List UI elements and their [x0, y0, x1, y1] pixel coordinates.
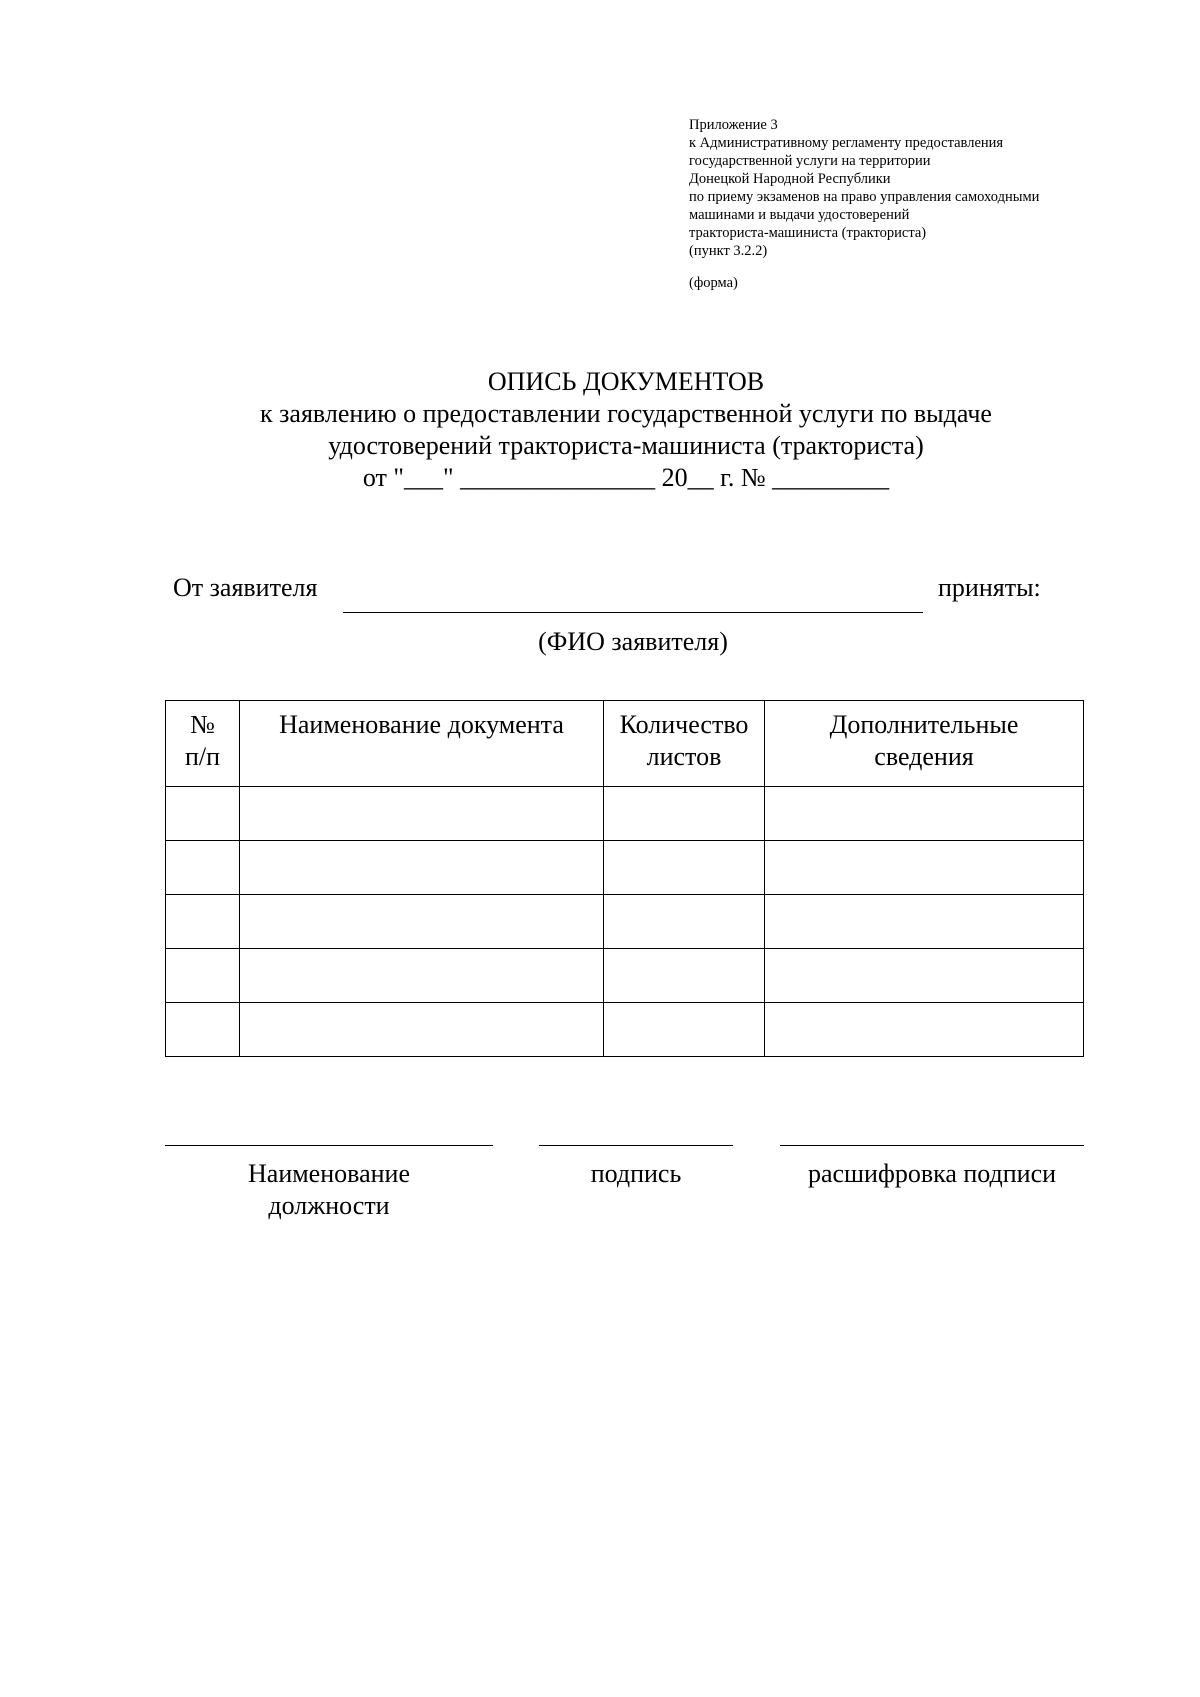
position-caption — [165, 1158, 493, 1222]
cell-sheet-count[interactable] — [604, 841, 765, 895]
title-date-number-line: от "___" _______________ 20__ г. № _________ — [362, 463, 890, 492]
appendix-line: по приему экзаменов на право управления самоходными — [689, 189, 1040, 205]
appendix-line: Приложение 3 — [689, 117, 778, 133]
cell-number[interactable] — [166, 787, 240, 841]
position-caption-line2: должности — [268, 1191, 390, 1220]
cell-sheet-count[interactable] — [604, 895, 765, 949]
table-row — [166, 895, 1084, 949]
appendix-line: Донецкой Народной Республики — [689, 171, 891, 187]
document-title-block — [0, 366, 1200, 494]
appendix-line: машинами и выдачи удостоверений — [689, 207, 910, 223]
appendix-line: тракториста-машиниста (тракториста) — [689, 225, 927, 241]
applicant-prefix: От заявителя — [173, 573, 318, 602]
cell-sheet-count[interactable] — [604, 949, 765, 1003]
cell-document-name[interactable] — [240, 895, 604, 949]
appendix-line: к Административному регламенту предоставления — [689, 135, 1004, 151]
cell-number[interactable] — [166, 1003, 240, 1057]
document-title: ОПИСЬ ДОКУМЕНТОВ — [487, 367, 765, 396]
cell-additional-info[interactable] — [765, 949, 1084, 1003]
title-subline: к заявлению о предоставлении государственной услуги по выдаче — [260, 399, 992, 428]
applicant-suffix: приняты: — [938, 573, 1041, 602]
cell-document-name[interactable] — [240, 841, 604, 895]
form-note: (форма) — [689, 275, 738, 291]
header-additional-info-line1: Дополнительные — [829, 710, 1019, 739]
header-sheet-count-line2: листов — [646, 742, 722, 771]
position-caption-line1: Наименование — [248, 1159, 410, 1188]
appendix-line: (пункт 3.2.2) — [689, 243, 768, 259]
title-subline: удостоверений тракториста-машиниста (тракториста) — [328, 431, 924, 460]
appendix-block — [689, 116, 1039, 292]
table-row — [166, 841, 1084, 895]
appendix-line: государственной услуги на территории — [689, 153, 931, 169]
header-number — [166, 701, 240, 787]
cell-number[interactable] — [166, 949, 240, 1003]
position-field[interactable] — [165, 1145, 493, 1146]
cell-number[interactable] — [166, 841, 240, 895]
cell-sheet-count[interactable] — [604, 1003, 765, 1057]
header-sheet-count — [604, 701, 765, 787]
header-number-line2: п/п — [184, 742, 221, 771]
table-row — [166, 787, 1084, 841]
signature-caption: подпись — [590, 1159, 682, 1188]
header-additional-info-line2: сведения — [874, 742, 974, 771]
cell-document-name[interactable] — [240, 949, 604, 1003]
cell-document-name[interactable] — [240, 1003, 604, 1057]
cell-additional-info[interactable] — [765, 787, 1084, 841]
documents-table — [165, 700, 1084, 1057]
signature-field[interactable] — [539, 1145, 733, 1146]
applicant-name-field[interactable] — [343, 612, 923, 613]
cell-additional-info[interactable] — [765, 841, 1084, 895]
header-sheet-count-line1: Количество — [619, 710, 749, 739]
applicant-name-caption: (ФИО заявителя) — [538, 627, 728, 656]
header-document-name-label: Наименование документа — [279, 710, 564, 739]
header-number-line1: № — [190, 710, 215, 739]
cell-additional-info[interactable] — [765, 895, 1084, 949]
header-additional-info — [765, 701, 1084, 787]
cell-additional-info[interactable] — [765, 1003, 1084, 1057]
cell-number[interactable] — [166, 895, 240, 949]
signature-decoding-caption: расшифровка подписи — [807, 1159, 1057, 1188]
header-document-name — [240, 701, 604, 787]
signature-decoding-field[interactable] — [780, 1145, 1084, 1146]
table-row — [166, 1003, 1084, 1057]
table-header-row — [166, 701, 1084, 787]
cell-document-name[interactable] — [240, 787, 604, 841]
table-row — [166, 949, 1084, 1003]
cell-sheet-count[interactable] — [604, 787, 765, 841]
